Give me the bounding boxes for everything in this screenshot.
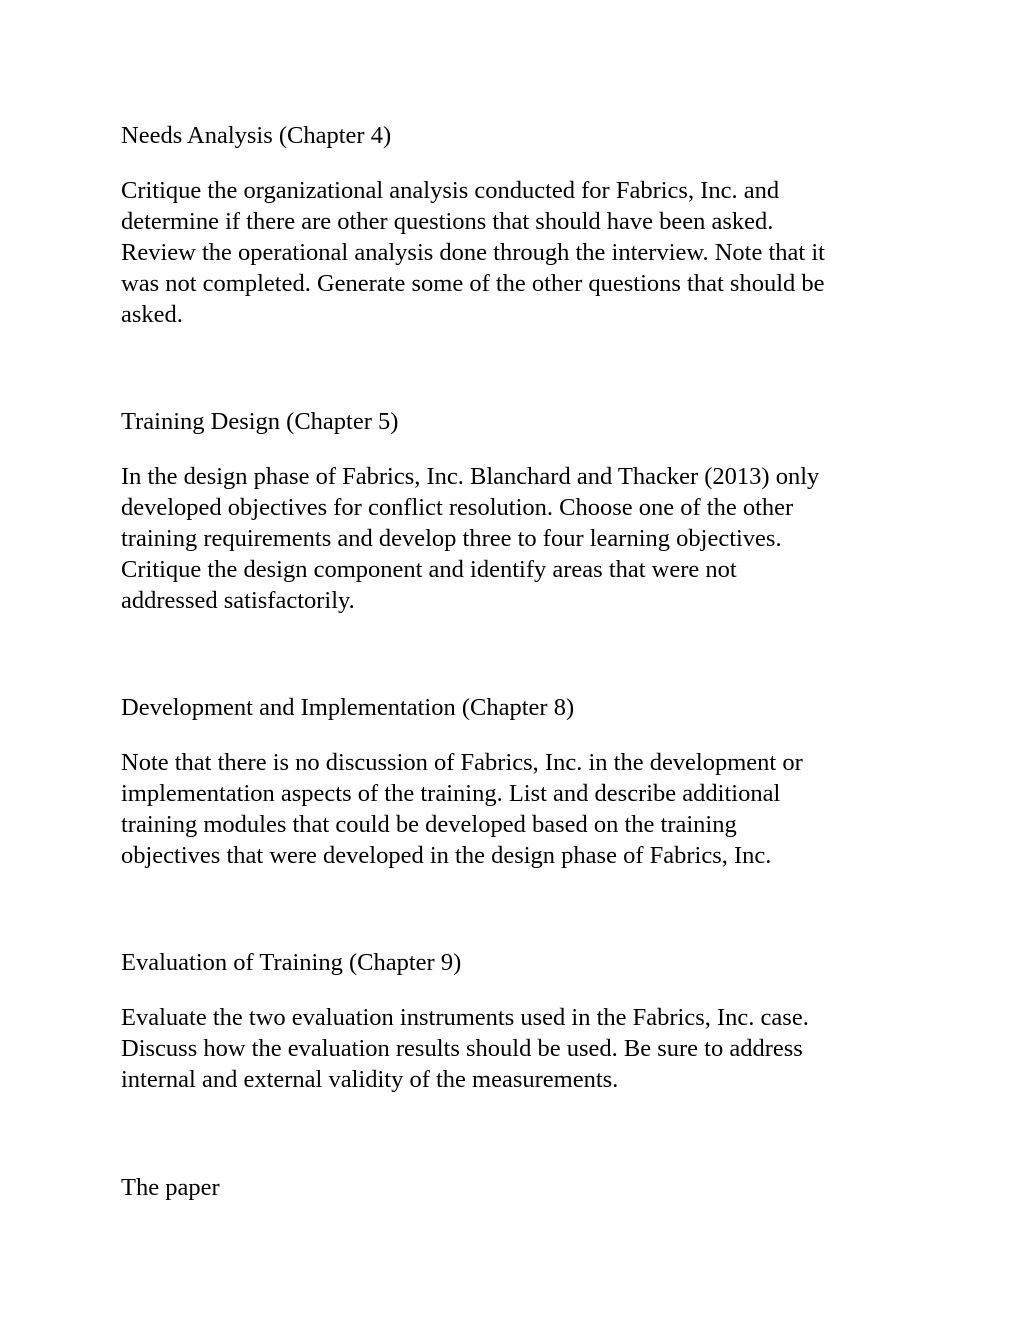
text-line: Note that there is no discussion of Fabrics, Inc. in the development or: [121, 749, 803, 776]
text-line: In the design phase of Fabrics, Inc. Blanchard and Thacker (2013) only: [121, 463, 820, 490]
text-line: objectives that were developed in the design phase of Fabrics, Inc.: [121, 842, 772, 869]
text-line: developed objectives for conflict resolution. Choose one of the other: [121, 494, 794, 521]
section-body-evaluation: [121, 1002, 911, 1095]
text-line: Review the operational analysis done through the interview. Note that it: [121, 239, 825, 266]
text-line: Evaluate the two evaluation instruments used in the Fabrics, Inc. case.: [121, 1004, 809, 1031]
text-line: Discuss how the evaluation results should be used. Be sure to address: [121, 1035, 803, 1062]
text-line: implementation aspects of the training. List and describe additional: [121, 780, 781, 807]
section-heading-training-design: Training Design (Chapter 5): [121, 408, 399, 435]
section-heading-evaluation: Evaluation of Training (Chapter 9): [121, 949, 462, 976]
text-line: training requirements and develop three to four learning objectives.: [121, 525, 782, 552]
text-line: training modules that could be developed based on the training: [121, 811, 737, 838]
section-body-development-implementation: [121, 747, 911, 871]
text-line: determine if there are other questions that should have been asked.: [121, 208, 774, 235]
closing-text: The paper: [121, 1174, 220, 1201]
section-body-training-design: [121, 461, 911, 616]
text-line: addressed satisfactorily.: [121, 587, 355, 614]
text-line: internal and external validity of the measurements.: [121, 1066, 619, 1093]
text-line: Critique the organizational analysis conducted for Fabrics, Inc. and: [121, 177, 780, 204]
section-heading-development-implementation: Development and Implementation (Chapter 8): [121, 694, 575, 721]
text-line: asked.: [121, 301, 183, 328]
section-heading-needs-analysis: Needs Analysis (Chapter 4): [121, 122, 392, 149]
text-line: Critique the design component and identify areas that were not: [121, 556, 737, 583]
text-line: was not completed. Generate some of the other questions that should be: [121, 270, 825, 297]
section-body-needs-analysis: [121, 175, 911, 330]
